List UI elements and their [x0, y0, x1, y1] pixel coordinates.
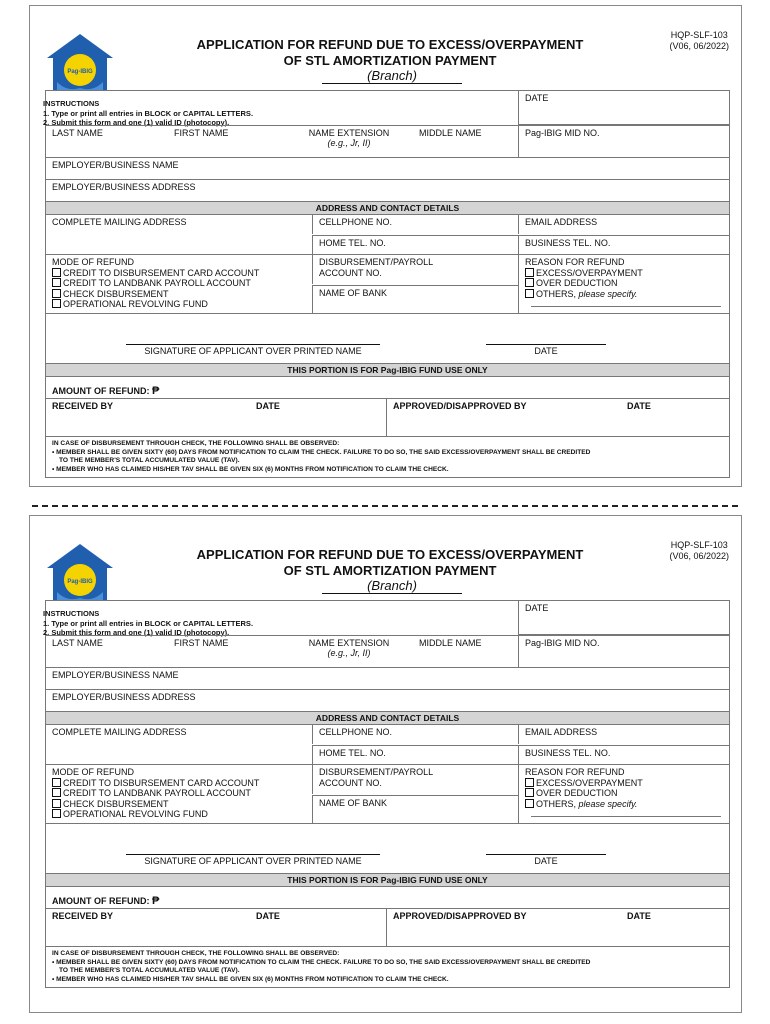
middle-name-field[interactable] [409, 636, 518, 667]
checkbox[interactable] [52, 788, 61, 797]
refund-details-row [46, 764, 729, 823]
checkbox[interactable] [525, 289, 534, 298]
amount-field[interactable] [46, 376, 729, 398]
reason-others-line[interactable] [531, 306, 721, 307]
reason-option-others[interactable] [525, 289, 723, 300]
mid-no-field[interactable] [518, 636, 729, 667]
mode-of-refund [46, 255, 312, 313]
mode-of-refund [46, 765, 312, 823]
approved-by-field[interactable] [386, 399, 729, 436]
reason-others-hint: please specify. [578, 798, 638, 809]
last-first-name-field[interactable] [46, 636, 289, 667]
instructions-row [43, 91, 729, 127]
checkbox[interactable] [525, 278, 534, 287]
home-tel-field[interactable] [312, 745, 518, 764]
mode-option-revolving-fund[interactable] [52, 809, 306, 820]
middle-name-label: MIDDLE NAME [419, 128, 482, 138]
reason-title: REASON FOR REFUND [525, 767, 625, 777]
branch-field[interactable]: (Branch) [322, 68, 462, 84]
business-tel-field[interactable] [518, 235, 729, 254]
mode-option-label: CREDIT TO LANDBANK PAYROLL ACCOUNT [63, 788, 251, 798]
date-label: DATE [525, 603, 549, 613]
mode-title: MODE OF REFUND [52, 257, 134, 267]
mode-option-check[interactable] [52, 289, 306, 300]
note-2: • MEMBER WHO HAS CLAIMED HIS/HER TAV SHALL BE GIVEN SIX (6) MONTHS FROM NOTIFICATION TO CLAIM THE CHECK. [52, 465, 449, 473]
home-tel-label: HOME TEL. NO. [319, 238, 386, 248]
amount-label: AMOUNT OF REFUND: [52, 896, 150, 906]
bank-name-label: NAME OF BANK [319, 798, 388, 808]
checkbox[interactable] [52, 299, 61, 308]
name-row [46, 635, 729, 667]
mode-option-label: CREDIT TO DISBURSEMENT CARD ACCOUNT [63, 777, 260, 788]
first-name-label: FIRST NAME [174, 638, 229, 648]
name-extension-label: NAME EXTENSION [308, 128, 390, 138]
received-by-label: RECEIVED BY [52, 401, 114, 411]
home-tel-label: HOME TEL. NO. [319, 748, 386, 758]
reason-option-over-deduction[interactable] [525, 788, 723, 799]
instructions-row [43, 601, 729, 637]
employer-address-field[interactable] [46, 179, 729, 201]
instructions-title: INSTRUCTIONS [43, 99, 100, 108]
employer-name-label: EMPLOYER/BUSINESS NAME [52, 670, 179, 680]
date-field[interactable] [518, 91, 729, 125]
form-grid [45, 600, 730, 988]
reason-title: REASON FOR REFUND [525, 257, 625, 267]
mode-option-revolving-fund[interactable] [52, 299, 306, 310]
note-2: • MEMBER WHO HAS CLAIMED HIS/HER TAV SHALL BE GIVEN SIX (6) MONTHS FROM NOTIFICATION TO CLAIM THE CHECK. [52, 975, 449, 983]
checkbox[interactable] [525, 268, 534, 277]
instruction-2: 2. Submit this form and one (1) valid ID (photocopy). [43, 118, 230, 127]
amount-cell [46, 893, 165, 908]
refund-details-row [46, 254, 729, 313]
refund-form-top [29, 5, 742, 487]
pag-ibig-logo [45, 32, 115, 94]
signature-date-label: DATE [534, 856, 558, 866]
form-title [150, 37, 630, 69]
checkbox[interactable] [525, 799, 534, 808]
signature-date-label: DATE [534, 346, 558, 356]
employer-name-label: EMPLOYER/BUSINESS NAME [52, 160, 179, 170]
mode-option-landbank[interactable] [52, 788, 306, 799]
cellphone-label: CELLPHONE NO. [319, 727, 393, 737]
date-field[interactable] [518, 601, 729, 635]
employer-name-field[interactable] [46, 157, 729, 179]
note-1: • MEMBER SHALL BE GIVEN SIXTY (60) DAYS FROM NOTIFICATION TO CLAIM THE CHECK. FAILURE TO DO SO, THE SAID EXCESS/OVERPAYMENT SHALL BE CREDITED [52, 448, 591, 456]
name-row [46, 125, 729, 157]
amount-label: AMOUNT OF REFUND: [52, 386, 150, 396]
employer-name-cell [46, 158, 185, 179]
instruction-2: 2. Submit this form and one (1) valid ID (photocopy). [43, 628, 230, 637]
employer-name-cell [46, 668, 185, 689]
reason-for-refund [518, 255, 729, 313]
payroll-account-label-2: ACCOUNT NO. [319, 267, 382, 278]
mode-option-label: CREDIT TO LANDBANK PAYROLL ACCOUNT [63, 278, 251, 288]
mid-no-label: Pag-IBIG MID NO. [525, 128, 600, 138]
cellphone-label: CELLPHONE NO. [319, 217, 393, 227]
cut-line [32, 505, 738, 507]
amount-cell [46, 383, 165, 398]
employer-address-cell [46, 690, 202, 711]
reason-others-line[interactable] [531, 816, 721, 817]
office-use-header: THIS PORTION IS FOR Pag-IBIG FUND USE ONLY [46, 363, 729, 376]
note-1-continued: TO THE MEMBER'S TOTAL ACCUMULATED VALUE (TAV). [59, 457, 240, 464]
middle-name-label: MIDDLE NAME [419, 638, 482, 648]
checkbox[interactable] [52, 778, 61, 787]
checkbox[interactable] [52, 289, 61, 298]
form-version: (V06, 06/2022) [669, 41, 729, 51]
mid-no-label: Pag-IBIG MID NO. [525, 638, 600, 648]
mid-no-field[interactable] [518, 126, 729, 157]
reason-option-label: OVER DEDUCTION [536, 788, 618, 798]
business-tel-label: BUSINESS TEL. NO. [525, 748, 611, 758]
form-grid [45, 90, 730, 478]
payroll-account-label-2: ACCOUNT NO. [319, 777, 382, 788]
contact-row [46, 724, 729, 764]
mailing-address-field[interactable] [46, 215, 312, 254]
instructions-title: INSTRUCTIONS [43, 609, 100, 618]
received-date-label: DATE [256, 911, 280, 921]
checkbox[interactable] [52, 809, 61, 818]
branch-field[interactable]: (Branch) [322, 578, 462, 594]
employer-address-cell [46, 180, 202, 201]
email-label: EMAIL ADDRESS [525, 727, 598, 737]
approved-by-label: APPROVED/DISAPPROVED BY [393, 401, 527, 411]
reason-others-label: OTHERS, [536, 288, 577, 299]
email-label: EMAIL ADDRESS [525, 217, 598, 227]
approved-by-field[interactable] [386, 909, 729, 946]
business-tel-label: BUSINESS TEL. NO. [525, 238, 611, 248]
payroll-account-label: DISBURSEMENT/PAYROLL [319, 257, 434, 267]
checkbox[interactable] [525, 788, 534, 797]
first-name-label: FIRST NAME [174, 128, 229, 138]
home-tel-field[interactable] [312, 235, 518, 254]
mailing-address-label: COMPLETE MAILING ADDRESS [52, 217, 187, 227]
reason-others-hint: please specify. [578, 288, 638, 299]
mode-option-label: CHECK DISBURSEMENT [63, 798, 169, 809]
office-use-header: THIS PORTION IS FOR Pag-IBIG FUND USE ONLY [46, 873, 729, 886]
form-code [669, 30, 729, 52]
name-extension-label: NAME EXTENSION [308, 638, 390, 648]
business-tel-field[interactable] [518, 745, 729, 764]
bank-name-field[interactable] [312, 795, 518, 823]
received-by-field[interactable] [46, 399, 386, 436]
received-date-label: DATE [256, 401, 280, 411]
name-extension-hint: (e.g., Jr, II) [327, 648, 371, 658]
checkbox[interactable] [525, 778, 534, 787]
last-first-name-field[interactable] [46, 126, 289, 157]
peso-icon: ₱ [152, 385, 160, 397]
mode-option-label: OPERATIONAL REVOLVING FUND [63, 809, 208, 819]
logo-text: Pag-IBIG [67, 69, 93, 75]
payroll-account-field[interactable] [312, 765, 518, 794]
title-line-1: APPLICATION FOR REFUND DUE TO EXCESS/OVERPAYMENT [196, 547, 584, 562]
signature-line[interactable] [126, 344, 380, 345]
approved-date-label: DATE [627, 401, 651, 411]
reason-option-others[interactable] [525, 799, 723, 810]
instructions [43, 99, 253, 128]
payroll-account-label: DISBURSEMENT/PAYROLL [319, 767, 434, 777]
instructions [43, 609, 253, 638]
mailing-address-label: COMPLETE MAILING ADDRESS [52, 727, 187, 737]
signature-date-line[interactable] [486, 344, 606, 345]
signature-line[interactable] [126, 854, 380, 855]
mode-option-label: CHECK DISBURSEMENT [63, 288, 169, 299]
mode-title: MODE OF REFUND [52, 767, 134, 777]
mode-option-disbursement-card[interactable] [52, 778, 306, 789]
email-field[interactable] [518, 215, 729, 234]
pag-ibig-logo [45, 542, 115, 604]
name-extension-field[interactable] [289, 636, 409, 667]
signature-label: SIGNATURE OF APPLICANT OVER PRINTED NAME [144, 856, 362, 866]
check-disbursement-notes [46, 436, 729, 477]
payroll-account-field[interactable] [312, 255, 518, 284]
bank-name-label: NAME OF BANK [319, 288, 388, 298]
processing-row [46, 908, 729, 946]
signature-row [46, 823, 729, 873]
approved-date-label: DATE [627, 911, 651, 921]
note-title: IN CASE OF DISBURSEMENT THROUGH CHECK, THE FOLLOWING SHALL BE OBSERVED: [52, 440, 340, 447]
employer-name-field[interactable] [46, 667, 729, 689]
contact-row [46, 214, 729, 254]
last-name-label: LAST NAME [52, 638, 103, 648]
cellphone-field[interactable] [312, 215, 518, 234]
reason-option-excess[interactable] [525, 778, 723, 789]
received-by-label: RECEIVED BY [52, 911, 114, 921]
form-code-number: HQP-SLF-103 [670, 540, 728, 550]
address-contact-header: ADDRESS AND CONTACT DETAILS [46, 201, 729, 214]
check-disbursement-notes [46, 946, 729, 987]
signature-date-line[interactable] [486, 854, 606, 855]
employer-address-field[interactable] [46, 689, 729, 711]
logo-text: Pag-IBIG [67, 579, 93, 585]
reason-others-label: OTHERS, [536, 798, 577, 809]
checkbox[interactable] [52, 278, 61, 287]
title-line-1: APPLICATION FOR REFUND DUE TO EXCESS/OVERPAYMENT [196, 37, 584, 52]
checkbox[interactable] [52, 799, 61, 808]
middle-name-field[interactable] [409, 126, 518, 157]
name-extension-field[interactable] [289, 126, 409, 157]
mailing-address-field[interactable] [46, 725, 312, 764]
employer-address-label: EMPLOYER/BUSINESS ADDRESS [52, 692, 196, 702]
signature-row [46, 313, 729, 363]
received-by-field[interactable] [46, 909, 386, 946]
reason-option-over-deduction[interactable] [525, 278, 723, 289]
checkbox[interactable] [52, 268, 61, 277]
mode-option-label: CREDIT TO DISBURSEMENT CARD ACCOUNT [63, 267, 260, 278]
refund-form-bottom [29, 515, 742, 1013]
reason-option-excess[interactable] [525, 268, 723, 279]
mode-option-landbank[interactable] [52, 278, 306, 289]
mode-option-disbursement-card[interactable] [52, 268, 306, 279]
last-name-label: LAST NAME [52, 128, 103, 138]
reason-option-label: EXCESS/OVERPAYMENT [536, 267, 643, 278]
signature-label: SIGNATURE OF APPLICANT OVER PRINTED NAME [144, 346, 362, 356]
note-title: IN CASE OF DISBURSEMENT THROUGH CHECK, THE FOLLOWING SHALL BE OBSERVED: [52, 950, 340, 957]
mode-option-check[interactable] [52, 799, 306, 810]
form-code-number: HQP-SLF-103 [670, 30, 728, 40]
email-field[interactable] [518, 725, 729, 744]
form-title [150, 547, 630, 579]
form-version: (V06, 06/2022) [669, 551, 729, 561]
reason-for-refund [518, 765, 729, 823]
cellphone-field[interactable] [312, 725, 518, 744]
approved-by-label: APPROVED/DISAPPROVED BY [393, 911, 527, 921]
form-code [669, 540, 729, 562]
instruction-1: 1. Type or print all entries in BLOCK or CAPITAL LETTERS. [43, 618, 254, 628]
note-1-continued: TO THE MEMBER'S TOTAL ACCUMULATED VALUE (TAV). [59, 967, 240, 974]
date-label: DATE [525, 93, 549, 103]
note-1: • MEMBER SHALL BE GIVEN SIXTY (60) DAYS FROM NOTIFICATION TO CLAIM THE CHECK. FAILURE TO DO SO, THE SAID EXCESS/OVERPAYMENT SHALL BE CREDITED [52, 958, 591, 966]
peso-icon: ₱ [152, 895, 160, 907]
instruction-1: 1. Type or print all entries in BLOCK or CAPITAL LETTERS. [43, 108, 254, 118]
amount-field[interactable] [46, 886, 729, 908]
reason-option-label: EXCESS/OVERPAYMENT [536, 777, 643, 788]
name-extension-hint: (e.g., Jr, II) [327, 138, 371, 148]
title-line-2: OF STL AMORTIZATION PAYMENT [283, 53, 497, 68]
reason-option-label: OVER DEDUCTION [536, 278, 618, 288]
address-contact-header: ADDRESS AND CONTACT DETAILS [46, 711, 729, 724]
employer-address-label: EMPLOYER/BUSINESS ADDRESS [52, 182, 196, 192]
processing-row [46, 398, 729, 436]
title-line-2: OF STL AMORTIZATION PAYMENT [283, 563, 497, 578]
bank-name-field[interactable] [312, 285, 518, 313]
mode-option-label: OPERATIONAL REVOLVING FUND [63, 299, 208, 309]
